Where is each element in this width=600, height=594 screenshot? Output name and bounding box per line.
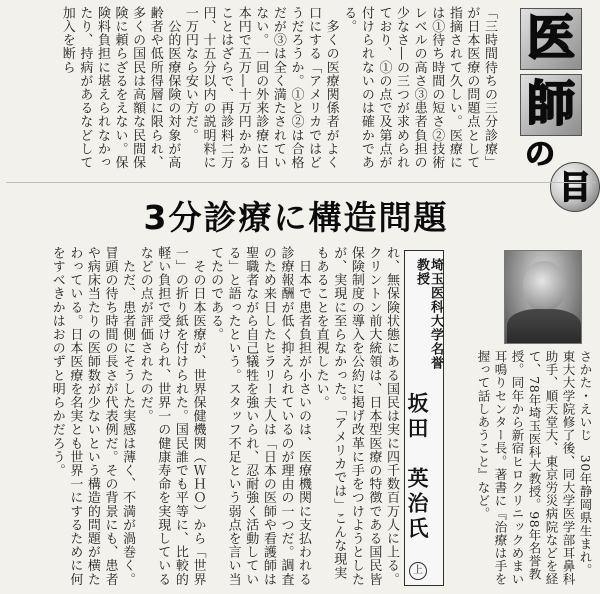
section-divider bbox=[6, 182, 596, 183]
series-title bbox=[504, 4, 594, 218]
series-title-char-2: 師 bbox=[526, 76, 575, 132]
article-body-top: 「三時間待ちの三分診療」が日本医療の問題点として指摘されて久しい。医療には①待ち時間の短さ②技術レベルの高さ③患者負担の少なさ―の三つが求められており、①の点で及第点が付けられないのは確かである。 多くの医療関係者がよく口にする「アメリカではどうだろうか。①と②は合格だが③は全く満たされていない。一回の外来診療に日本円で五万―十万円かかることはざらで、再診料二万円、十五分以内の説明料に一万円なら安い方だ。 公的医療保険の対象が高齢者や低所得層に限られ、多くの国民は高額な民間保険に頼らざるをえない。保険料負担に堪えられなかったり、持病があるなどして加入を断ら bbox=[59, 6, 497, 170]
series-title-char-1: 医 bbox=[526, 10, 575, 66]
author-bio: さかた・えいじ 30年静岡県生まれ。東大大学院修了後、同大学医学部耳鼻科助手、順天堂大、東京労災病院などを経て、78年埼玉医科大教授。98年名誉教授。同年から新宿ヒロクリニックめまい耳鳴りセンター長。著書に『治療は手を握って話しあうこと』など。 bbox=[476, 350, 593, 586]
series-part-badge: 上 bbox=[409, 562, 427, 580]
series-title-char-3: の bbox=[525, 137, 555, 172]
headline: 3分診療に構造問題 bbox=[143, 198, 449, 237]
author-affiliation: 埼玉医科大学名誉教授 bbox=[414, 258, 443, 370]
author-photo bbox=[504, 250, 582, 344]
article-body-bottom: れ、無保険状態にある国民は実に四千数百万人に上る。クリントン前大統領は、日本型医療の特徴である国民皆保険制度の導入を公約に掲げ改革に手をつけようとしたが、実現に至らなかった。「アメリカでは」こんな現実もあることを直視したい。 日本で患者負担が小さいのは、医療機関に支払われる診療報酬が低く抑えられているのが理由の一つだ。調査のため来日したヒラリー夫人は「日本の医師や看護師は聖職者ながら自己犠牲を強いられ、忍耐強く活動している」と語ったという。スタッフ不足という弱点を言い当てたのである。 その日本医療が、世界保健機関（ＷＨＯ）から「世界一」の折り紙を付けられた。国民誰でも平等に、比較的軽い負担で受けられ、世界一の健康寿命を実現しているなどの点が評価されたのだ。 ただ、患者側にそうした実感は薄く、不満が渦巻く。冒頭の待ち時間の長さが代表例だ。その背景にも、患者や病床当たりの医師数が少ないという構造的問題が横たわっている。日本医療を名実とも世界一にするために何をすべきかはおのずと明らかだろう。 bbox=[49, 246, 399, 586]
series-title-char-4: 目 bbox=[558, 168, 591, 206]
author-name: 坂田 英治氏 bbox=[405, 392, 429, 542]
